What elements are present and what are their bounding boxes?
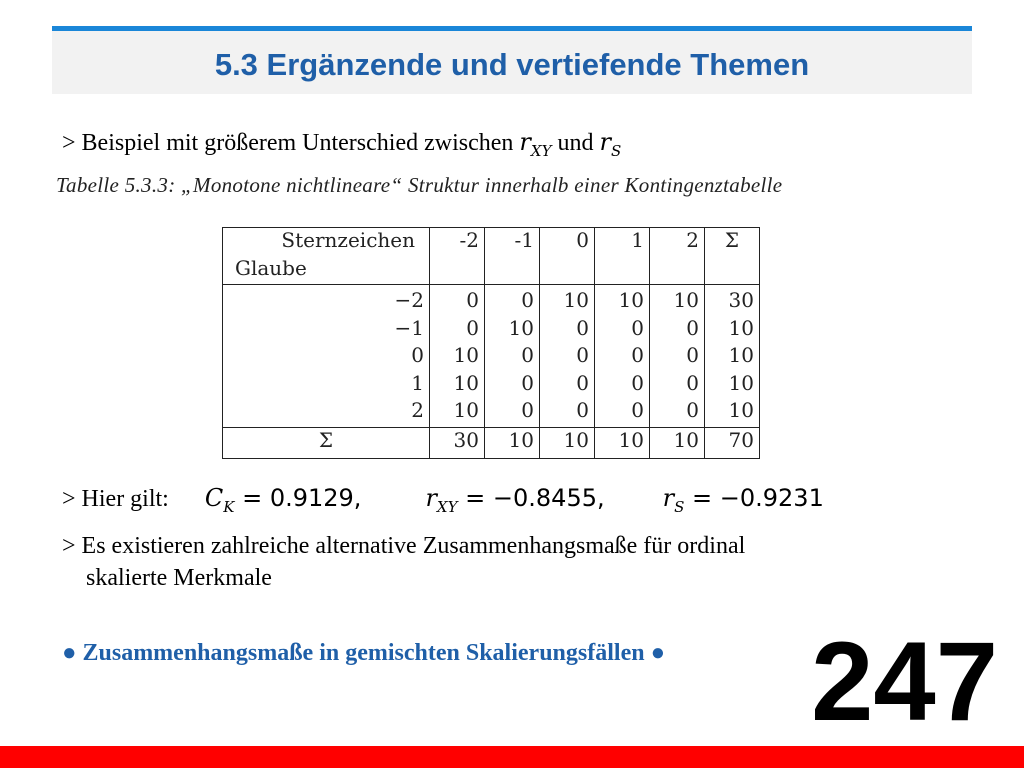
table-cell: 0	[466, 288, 479, 312]
row-label: 0	[411, 343, 424, 367]
column-values	[430, 285, 485, 428]
table-cell: 10	[453, 398, 479, 422]
table-cell: 0	[521, 343, 534, 367]
table-cell: 0	[686, 370, 699, 395]
note-line-2: skalierte Merkmale	[86, 565, 272, 591]
intro-line	[62, 128, 621, 160]
table-cell: 10	[728, 343, 754, 367]
and-word: und	[557, 130, 594, 156]
sum-label: Σ	[223, 427, 430, 458]
column-values	[540, 285, 595, 428]
column-header: -2	[430, 228, 485, 285]
page-number: 247	[811, 619, 998, 744]
column-values	[485, 285, 540, 428]
table-cell: 0	[466, 315, 479, 340]
row-label: −2	[394, 288, 424, 312]
table-caption: Tabelle 5.3.3: „Monotone nichtlineare“ Struktur innerhalb einer Kontingenztabelle	[56, 173, 783, 197]
table-cell: 10	[618, 288, 644, 312]
result-prefix: > Hier gilt:	[62, 486, 169, 512]
table-cell: 10	[728, 370, 754, 395]
column-values	[595, 285, 650, 428]
slide-title: 5.3 Ergänzende und vertiefende Themen	[214, 47, 810, 82]
table-cell: 0	[686, 315, 699, 340]
row-labels	[223, 285, 430, 428]
column-header: 1	[595, 228, 650, 285]
column-values	[650, 285, 705, 428]
column-header: 2	[650, 228, 705, 285]
column-header: -1	[485, 228, 540, 285]
rs-formula: $r_S = -0.9231$	[662, 484, 824, 516]
table-cell: 0	[576, 315, 589, 340]
table-cell: 0	[631, 343, 644, 367]
corner-top-label: Sternzeichen	[281, 228, 415, 252]
sum-cell: 10	[485, 427, 540, 458]
table-cell: 30	[728, 288, 754, 312]
topic-bullet: ● Zusammenhangsmaße in gemischten Skalierungsfällen ●	[62, 640, 666, 666]
note-line-1: > Es existieren zahlreiche alternative Zusammenhangsmaße für ordinal	[62, 533, 746, 559]
table-cell: 10	[563, 288, 589, 312]
sum-cell: 10	[540, 427, 595, 458]
ck-formula: $C_K = 0.9129$,	[204, 484, 362, 516]
table-cell: 0	[631, 370, 644, 395]
result-line	[62, 484, 824, 516]
table-cell: 10	[453, 343, 479, 367]
corner-bottom-label: Glaube	[235, 256, 307, 280]
rxy-formula: $r_{XY} = -0.8455$,	[425, 484, 605, 516]
table-cell: 0	[521, 398, 534, 422]
table-cell: 0	[576, 398, 589, 422]
table-cell: 0	[686, 343, 699, 367]
table-cell: 10	[728, 398, 754, 422]
table-cell: 0	[521, 288, 534, 312]
table-cell: 10	[453, 370, 479, 395]
table-cell: 10	[673, 288, 699, 312]
corner-cell	[223, 228, 430, 285]
table-cell: 0	[521, 370, 534, 395]
sum-cell: 10	[650, 427, 705, 458]
table-cell: 0	[631, 398, 644, 422]
table-cell: 10	[728, 315, 754, 340]
row-label: −1	[394, 315, 424, 340]
header-bar	[52, 26, 972, 94]
table-body-row	[223, 285, 760, 428]
r-s-symbol: $r_S$	[599, 128, 622, 160]
row-label: 2	[411, 398, 424, 422]
column-header-sigma: Σ	[705, 228, 760, 285]
column-header: 0	[540, 228, 595, 285]
table-sum-row	[223, 427, 760, 458]
column-values-sum	[705, 285, 760, 428]
intro-text: > Beispiel mit größerem Unterschied zwischen	[62, 130, 514, 156]
sum-cell: 30	[430, 427, 485, 458]
sum-cell: 70	[705, 427, 760, 458]
r-xy-symbol: $r_{XY}$	[519, 128, 552, 160]
table-header-row	[223, 228, 760, 285]
footer-bar	[0, 746, 1024, 768]
table-cell: 0	[576, 370, 589, 395]
table-cell: 0	[631, 315, 644, 340]
table-cell: 0	[686, 398, 699, 422]
table-cell: 10	[508, 315, 534, 340]
row-label: 1	[411, 370, 424, 395]
table-cell: 0	[576, 343, 589, 367]
contingency-table	[222, 227, 760, 459]
sum-cell: 10	[595, 427, 650, 458]
